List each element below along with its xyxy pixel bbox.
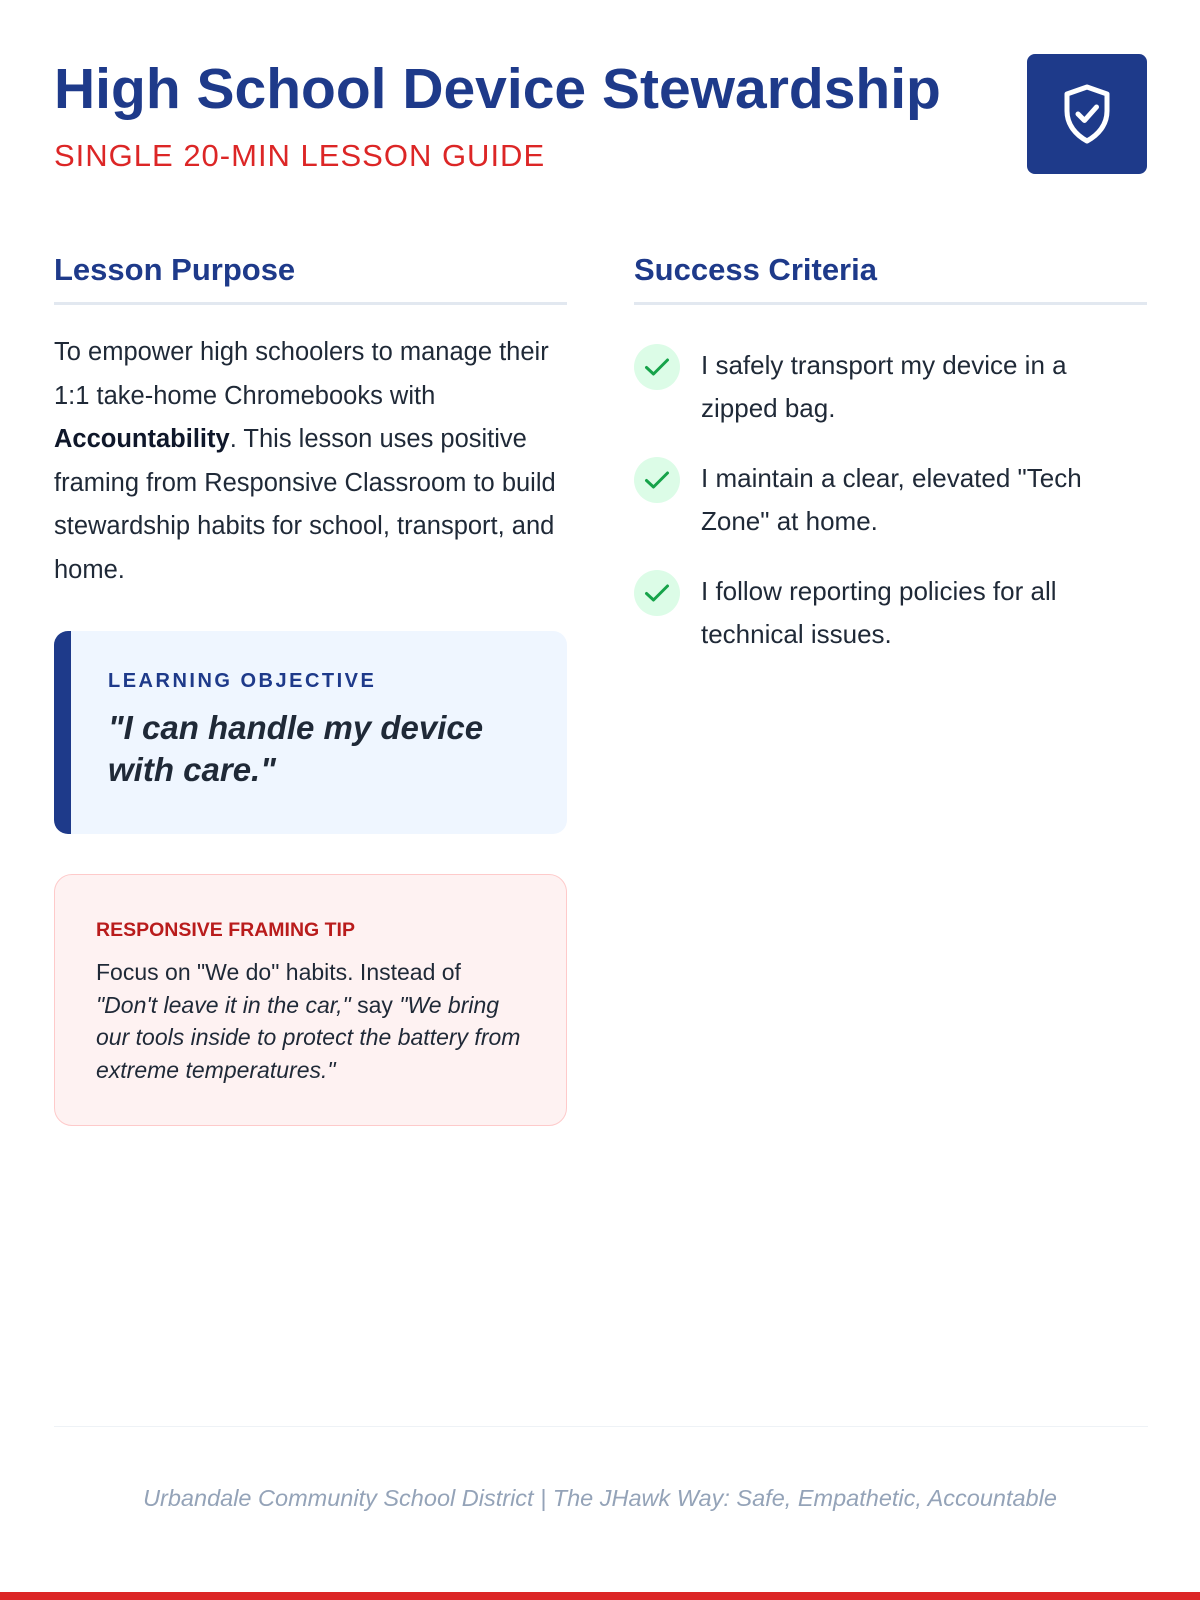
lesson-purpose-text: To empower high schoolers to manage their 1:1 take-home Chromebooks with Accountability. This lesson uses positive framing from Responsive Classroom to build stewardship habits for school, transport, and home.	[54, 338, 556, 584]
check-icon	[634, 570, 680, 616]
learning-objective-callout	[54, 631, 567, 834]
framing-tip-label: RESPONSIVE FRAMING TIP	[96, 919, 355, 941]
footer-divider	[54, 1426, 1148, 1427]
page-header	[54, 52, 1148, 174]
framing-tip-text: Focus on "We do" habits. Instead of "Don't leave it in the car," say "We bring our tools inside to protect the battery from extreme temperatures."	[96, 959, 521, 1083]
page-subtitle: SINGLE 20-MIN LESSON GUIDE	[54, 138, 546, 173]
framing-tip-dont-quote: "Don't leave it in the car,"	[96, 991, 351, 1018]
check-icon	[634, 344, 680, 390]
success-criteria-list	[634, 344, 1147, 683]
criteria-item-text: I safely transport my device in a zipped bag.	[701, 350, 1067, 423]
criteria-item	[634, 344, 1147, 430]
criteria-item	[634, 570, 1147, 656]
check-icon	[634, 457, 680, 503]
shield-check-icon	[1060, 83, 1114, 145]
learning-objective-label: LEARNING OBJECTIVE	[108, 670, 377, 692]
criteria-item-text: I maintain a clear, elevated "Tech Zone" at home.	[701, 463, 1082, 536]
success-criteria-heading: Success Criteria	[634, 250, 1147, 305]
framing-tip-callout	[54, 874, 567, 1126]
logo-badge	[1027, 54, 1147, 174]
accountability-keyword: Accountability	[54, 425, 230, 453]
lesson-purpose-heading: Lesson Purpose	[54, 250, 567, 305]
footer-text: Urbandale Community School District | The JHawk Way: Safe, Empathetic, Accountable	[143, 1485, 1057, 1511]
criteria-item-text: I follow reporting policies for all technical issues.	[701, 576, 1057, 649]
criteria-item	[634, 457, 1147, 543]
learning-objective-quote: "I can handle my device with care."	[108, 709, 484, 788]
page-title: High School Device Stewardship	[54, 57, 941, 121]
bottom-accent-bar	[0, 1592, 1200, 1600]
framing-tip-do-quote: "We bring our tools inside to protect the battery from extreme temperatures."	[96, 991, 521, 1083]
